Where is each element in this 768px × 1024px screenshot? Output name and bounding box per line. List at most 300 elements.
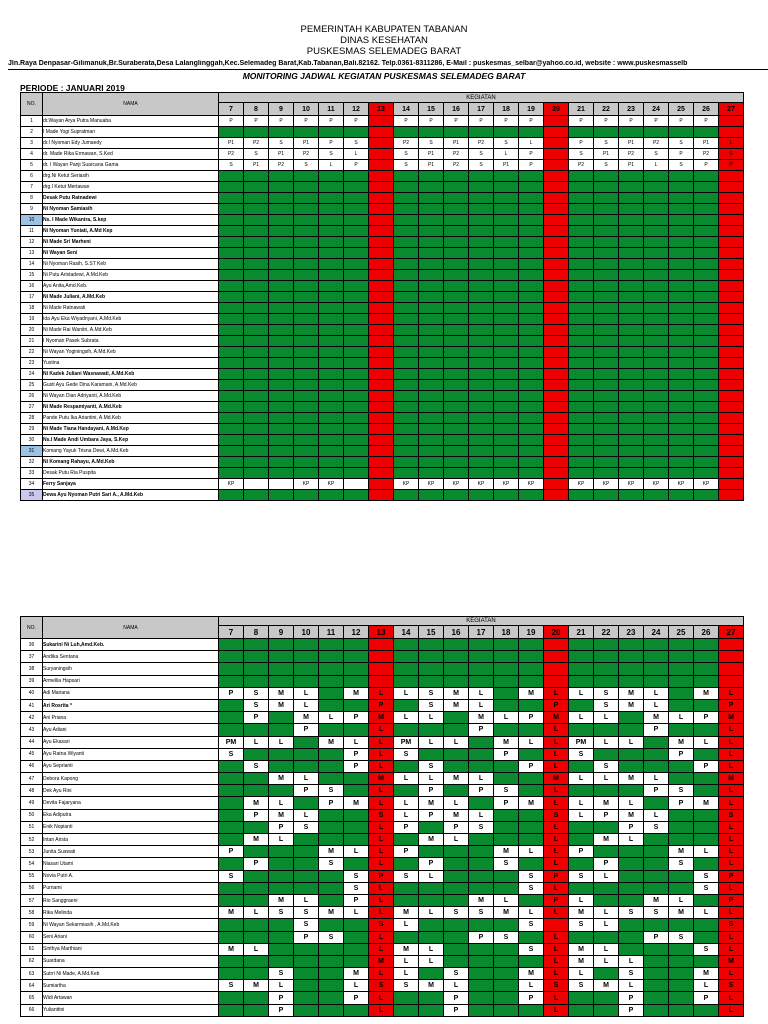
schedule-cell: S — [319, 858, 344, 870]
schedule-cell — [269, 858, 294, 870]
schedule-cell — [344, 468, 369, 479]
table-row — [21, 931, 744, 943]
schedule-cell: M — [719, 773, 744, 785]
schedule-cell — [669, 226, 694, 237]
schedule-cell — [619, 870, 644, 882]
schedule-cell — [269, 870, 294, 882]
date-header: 12 — [344, 626, 369, 639]
schedule-cell — [469, 1004, 494, 1016]
schedule-cell — [694, 237, 719, 248]
schedule-cell — [319, 457, 344, 468]
date-header: 8 — [244, 626, 269, 639]
schedule-cell: P — [694, 760, 719, 772]
schedule-cell — [644, 919, 669, 931]
schedule-cell — [594, 675, 619, 687]
date-header: 22 — [594, 626, 619, 639]
row-number: 12 — [21, 237, 43, 248]
schedule-cell — [294, 639, 319, 651]
schedule-cell — [544, 457, 569, 468]
schedule-sheet-1 — [20, 92, 744, 501]
row-number: 60 — [21, 931, 43, 943]
schedule-cell: L — [419, 712, 444, 724]
schedule-cell — [669, 834, 694, 846]
schedule-cell — [544, 160, 569, 171]
schedule-cell — [244, 724, 269, 736]
schedule-cell — [319, 919, 344, 931]
schedule-cell — [669, 919, 694, 931]
schedule-cell — [294, 748, 319, 760]
schedule-cell — [344, 834, 369, 846]
schedule-cell — [244, 992, 269, 1004]
schedule-cell — [544, 270, 569, 281]
date-header: 26 — [694, 626, 719, 639]
row-number: 44 — [21, 736, 43, 748]
schedule-cell: S — [394, 748, 419, 760]
schedule-cell: S — [694, 943, 719, 955]
schedule-cell: L — [694, 736, 719, 748]
schedule-cell: L — [719, 797, 744, 809]
schedule-cell: L — [544, 968, 569, 980]
schedule-cell — [644, 858, 669, 870]
schedule-cell — [644, 358, 669, 369]
schedule-cell — [644, 193, 669, 204]
staff-name: Ani Priana — [43, 712, 219, 724]
table-row — [21, 968, 744, 980]
schedule-cell — [694, 127, 719, 138]
schedule-cell — [444, 314, 469, 325]
schedule-cell — [294, 193, 319, 204]
schedule-cell — [444, 380, 469, 391]
schedule-cell: M — [269, 773, 294, 785]
schedule-cell — [494, 435, 519, 446]
schedule-cell — [719, 237, 744, 248]
schedule-cell — [419, 391, 444, 402]
schedule-cell — [519, 325, 544, 336]
schedule-cell — [644, 992, 669, 1004]
schedule-cell: KP — [619, 479, 644, 490]
schedule-cell — [419, 468, 444, 479]
schedule-cell — [544, 204, 569, 215]
schedule-cell: P — [219, 116, 244, 127]
schedule-cell: S — [294, 160, 319, 171]
schedule-cell: P — [469, 931, 494, 943]
schedule-cell: L — [719, 858, 744, 870]
schedule-cell — [594, 882, 619, 894]
schedule-cell: S — [219, 748, 244, 760]
schedule-cell — [494, 651, 519, 663]
schedule-cell — [469, 490, 494, 501]
schedule-cell — [244, 968, 269, 980]
schedule-cell — [344, 1004, 369, 1016]
schedule-cell: L — [544, 955, 569, 967]
schedule-cell — [319, 292, 344, 303]
schedule-cell — [444, 171, 469, 182]
schedule-cell — [619, 712, 644, 724]
table-row — [21, 724, 744, 736]
schedule-cell: P — [644, 931, 669, 943]
schedule-cell: L — [544, 834, 569, 846]
date-header: 15 — [419, 626, 444, 639]
schedule-cell — [319, 955, 344, 967]
table-row — [21, 639, 744, 651]
schedule-cell — [519, 314, 544, 325]
schedule-cell — [369, 358, 394, 369]
schedule-cell — [219, 391, 244, 402]
schedule-cell: P1 — [619, 160, 644, 171]
schedule-cell — [244, 358, 269, 369]
schedule-cell — [419, 931, 444, 943]
schedule-cell — [394, 446, 419, 457]
schedule-cell — [469, 834, 494, 846]
schedule-cell — [469, 182, 494, 193]
schedule-cell: L — [294, 894, 319, 906]
schedule-cell: P1 — [494, 160, 519, 171]
schedule-cell: M — [669, 736, 694, 748]
schedule-cell — [219, 127, 244, 138]
schedule-cell — [519, 724, 544, 736]
staff-name: Debora Kapong — [43, 773, 219, 785]
schedule-cell — [344, 919, 369, 931]
schedule-cell — [344, 336, 369, 347]
schedule-cell: M — [319, 846, 344, 858]
schedule-cell — [319, 821, 344, 833]
schedule-cell — [269, 663, 294, 675]
row-number: 28 — [21, 413, 43, 424]
schedule-cell — [594, 435, 619, 446]
schedule-cell: M — [494, 907, 519, 919]
schedule-cell — [644, 127, 669, 138]
table-row — [21, 882, 744, 894]
schedule-cell: S — [519, 882, 544, 894]
schedule-cell: L — [444, 980, 469, 992]
schedule-cell — [694, 413, 719, 424]
schedule-cell — [344, 347, 369, 358]
schedule-cell — [719, 402, 744, 413]
schedule-cell: L — [394, 773, 419, 785]
schedule-cell: P — [244, 809, 269, 821]
schedule-cell — [219, 336, 244, 347]
schedule-cell — [269, 171, 294, 182]
schedule-cell: L — [594, 907, 619, 919]
row-number: 55 — [21, 870, 43, 882]
schedule-cell: P1 — [419, 149, 444, 160]
schedule-cell — [394, 402, 419, 413]
schedule-cell — [319, 358, 344, 369]
schedule-cell — [219, 248, 244, 259]
schedule-cell — [319, 402, 344, 413]
schedule-cell — [719, 358, 744, 369]
schedule-cell — [269, 237, 294, 248]
staff-name: Yulianttini — [43, 1004, 219, 1016]
schedule-cell: M — [694, 968, 719, 980]
schedule-cell: L — [719, 687, 744, 699]
date-header: 9 — [269, 626, 294, 639]
schedule-cell — [369, 479, 394, 490]
schedule-cell — [519, 303, 544, 314]
schedule-cell — [294, 870, 319, 882]
staff-name: Desak Putu Ria Puspita — [43, 468, 219, 479]
schedule-cell: S — [644, 907, 669, 919]
schedule-cell — [719, 369, 744, 380]
schedule-cell — [369, 435, 394, 446]
schedule-cell: P — [644, 116, 669, 127]
schedule-cell — [444, 182, 469, 193]
schedule-cell — [519, 639, 544, 651]
row-number: 22 — [21, 347, 43, 358]
schedule-cell — [519, 468, 544, 479]
table-row — [21, 149, 744, 160]
schedule-cell — [394, 259, 419, 270]
schedule-cell — [469, 204, 494, 215]
schedule-cell — [444, 270, 469, 281]
schedule-cell — [244, 402, 269, 413]
schedule-cell — [494, 215, 519, 226]
date-header: 15 — [419, 103, 444, 116]
staff-name: Enik Nopianti — [43, 821, 219, 833]
schedule-cell: L — [569, 687, 594, 699]
schedule-cell: S — [594, 160, 619, 171]
schedule-cell — [544, 292, 569, 303]
schedule-cell — [344, 314, 369, 325]
schedule-cell: P — [219, 846, 244, 858]
schedule-cell — [419, 270, 444, 281]
date-header: 7 — [219, 626, 244, 639]
schedule-cell: L — [369, 968, 394, 980]
table-row — [21, 325, 744, 336]
schedule-cell: L — [369, 931, 394, 943]
staff-name: Sumiartha — [43, 980, 219, 992]
schedule-cell — [519, 894, 544, 906]
schedule-cell: M — [569, 907, 594, 919]
schedule-cell — [294, 760, 319, 772]
schedule-cell — [669, 882, 694, 894]
schedule-cell — [569, 1004, 594, 1016]
schedule-cell — [694, 457, 719, 468]
table-row — [21, 336, 744, 347]
schedule-cell — [569, 468, 594, 479]
schedule-cell — [469, 748, 494, 760]
schedule-cell: L — [594, 919, 619, 931]
schedule-cell: S — [644, 821, 669, 833]
schedule-cell — [294, 325, 319, 336]
schedule-cell — [294, 182, 319, 193]
schedule-cell — [569, 270, 594, 281]
schedule-cell: L — [569, 894, 594, 906]
row-number: 57 — [21, 894, 43, 906]
schedule-cell — [644, 204, 669, 215]
schedule-cell: S — [244, 687, 269, 699]
schedule-cell — [219, 797, 244, 809]
schedule-cell — [494, 446, 519, 457]
schedule-cell — [619, 882, 644, 894]
schedule-cell — [319, 773, 344, 785]
schedule-cell — [394, 931, 419, 943]
schedule-cell: P — [294, 785, 319, 797]
schedule-cell — [244, 446, 269, 457]
staff-name: dr.I Nyoman Edy Jumaedy — [43, 138, 219, 149]
schedule-cell — [444, 870, 469, 882]
schedule-cell: S — [719, 980, 744, 992]
schedule-cell — [344, 943, 369, 955]
schedule-cell: L — [669, 894, 694, 906]
schedule-cell — [319, 193, 344, 204]
schedule-cell — [569, 675, 594, 687]
schedule-cell — [369, 303, 394, 314]
schedule-cell — [619, 424, 644, 435]
schedule-cell: KP — [444, 479, 469, 490]
schedule-cell — [444, 882, 469, 894]
schedule-cell: L — [369, 687, 394, 699]
schedule-cell — [694, 663, 719, 675]
schedule-cell — [444, 846, 469, 858]
staff-name: Suardana — [43, 955, 219, 967]
schedule-cell — [344, 724, 369, 736]
schedule-cell — [694, 347, 719, 358]
row-number: 8 — [21, 193, 43, 204]
schedule-cell — [369, 270, 394, 281]
staff-name: Dek Ayu Rini — [43, 785, 219, 797]
schedule-cell — [644, 943, 669, 955]
schedule-cell — [294, 490, 319, 501]
schedule-cell — [344, 281, 369, 292]
schedule-cell — [419, 325, 444, 336]
schedule-cell: S — [444, 907, 469, 919]
schedule-cell: L — [519, 138, 544, 149]
schedule-cell — [519, 171, 544, 182]
schedule-cell — [369, 424, 394, 435]
schedule-cell — [519, 858, 544, 870]
schedule-cell — [569, 369, 594, 380]
schedule-cell — [219, 760, 244, 772]
row-number: 50 — [21, 809, 43, 821]
schedule-cell — [419, 259, 444, 270]
schedule-cell — [644, 424, 669, 435]
staff-name: Ayu Adiani — [43, 724, 219, 736]
schedule-cell — [394, 292, 419, 303]
schedule-cell: L — [369, 907, 394, 919]
schedule-cell — [719, 413, 744, 424]
schedule-cell: S — [719, 149, 744, 160]
schedule-cell — [594, 1004, 619, 1016]
schedule-cell — [369, 369, 394, 380]
row-number: 36 — [21, 639, 43, 651]
table-row — [21, 980, 744, 992]
schedule-cell: P — [669, 149, 694, 160]
schedule-cell — [494, 490, 519, 501]
schedule-cell — [669, 259, 694, 270]
schedule-cell — [444, 785, 469, 797]
schedule-cell — [319, 303, 344, 314]
schedule-cell — [594, 226, 619, 237]
monitoring-title: MONITORING JADWAL KEGIATAN PUSKESMAS SELEMADEG BARAT — [242, 71, 526, 81]
schedule-cell — [544, 193, 569, 204]
schedule-cell — [319, 809, 344, 821]
schedule-cell — [719, 193, 744, 204]
schedule-cell — [219, 171, 244, 182]
schedule-cell — [469, 675, 494, 687]
schedule-cell: P — [619, 116, 644, 127]
schedule-cell — [494, 468, 519, 479]
staff-name: I Made Yogi Supratman — [43, 127, 219, 138]
schedule-cell — [469, 736, 494, 748]
schedule-cell — [394, 171, 419, 182]
schedule-cell — [294, 1004, 319, 1016]
schedule-cell — [394, 127, 419, 138]
schedule-cell: P — [544, 870, 569, 882]
schedule-cell — [419, 402, 444, 413]
schedule-cell — [594, 281, 619, 292]
schedule-cell — [394, 992, 419, 1004]
row-number: 42 — [21, 712, 43, 724]
schedule-cell — [219, 858, 244, 870]
schedule-cell: L — [544, 931, 569, 943]
schedule-cell — [444, 193, 469, 204]
schedule-cell: M — [269, 894, 294, 906]
schedule-cell — [594, 314, 619, 325]
schedule-cell — [544, 226, 569, 237]
row-number: 23 — [21, 358, 43, 369]
schedule-cell: S — [244, 760, 269, 772]
schedule-cell: KP — [594, 479, 619, 490]
staff-name: Ni Komang Rahayu, A.Md.Keb — [43, 457, 219, 468]
schedule-cell: P — [469, 724, 494, 736]
schedule-cell — [269, 391, 294, 402]
schedule-cell — [319, 259, 344, 270]
schedule-cell — [669, 490, 694, 501]
table-row — [21, 919, 744, 931]
schedule-cell — [319, 281, 344, 292]
schedule-cell — [619, 171, 644, 182]
schedule-cell — [344, 226, 369, 237]
schedule-cell: M — [569, 955, 594, 967]
schedule-cell — [569, 882, 594, 894]
schedule-cell: L — [644, 687, 669, 699]
schedule-cell — [594, 785, 619, 797]
schedule-cell — [644, 980, 669, 992]
schedule-cell — [469, 413, 494, 424]
schedule-cell — [269, 127, 294, 138]
schedule-cell — [394, 347, 419, 358]
schedule-cell — [619, 760, 644, 772]
schedule-cell — [544, 675, 569, 687]
schedule-cell — [369, 226, 394, 237]
schedule-cell: P — [519, 760, 544, 772]
schedule-cell — [344, 303, 369, 314]
schedule-cell — [244, 193, 269, 204]
schedule-cell — [219, 834, 244, 846]
schedule-cell: P — [669, 116, 694, 127]
schedule-cell — [544, 639, 569, 651]
schedule-cell — [444, 292, 469, 303]
schedule-cell — [244, 870, 269, 882]
schedule-cell — [419, 894, 444, 906]
schedule-cell — [394, 358, 419, 369]
schedule-cell — [344, 391, 369, 402]
row-number: 7 — [21, 182, 43, 193]
row-number: 3 — [21, 138, 43, 149]
schedule-cell — [494, 687, 519, 699]
table-row — [21, 303, 744, 314]
schedule-cell: P — [344, 116, 369, 127]
schedule-cell: S — [244, 149, 269, 160]
staff-name: Devita Fajaryana — [43, 797, 219, 809]
schedule-cell — [394, 663, 419, 675]
schedule-cell: P1 — [219, 138, 244, 149]
schedule-cell — [719, 259, 744, 270]
schedule-cell: L — [419, 955, 444, 967]
schedule-cell — [669, 639, 694, 651]
schedule-cell — [619, 204, 644, 215]
